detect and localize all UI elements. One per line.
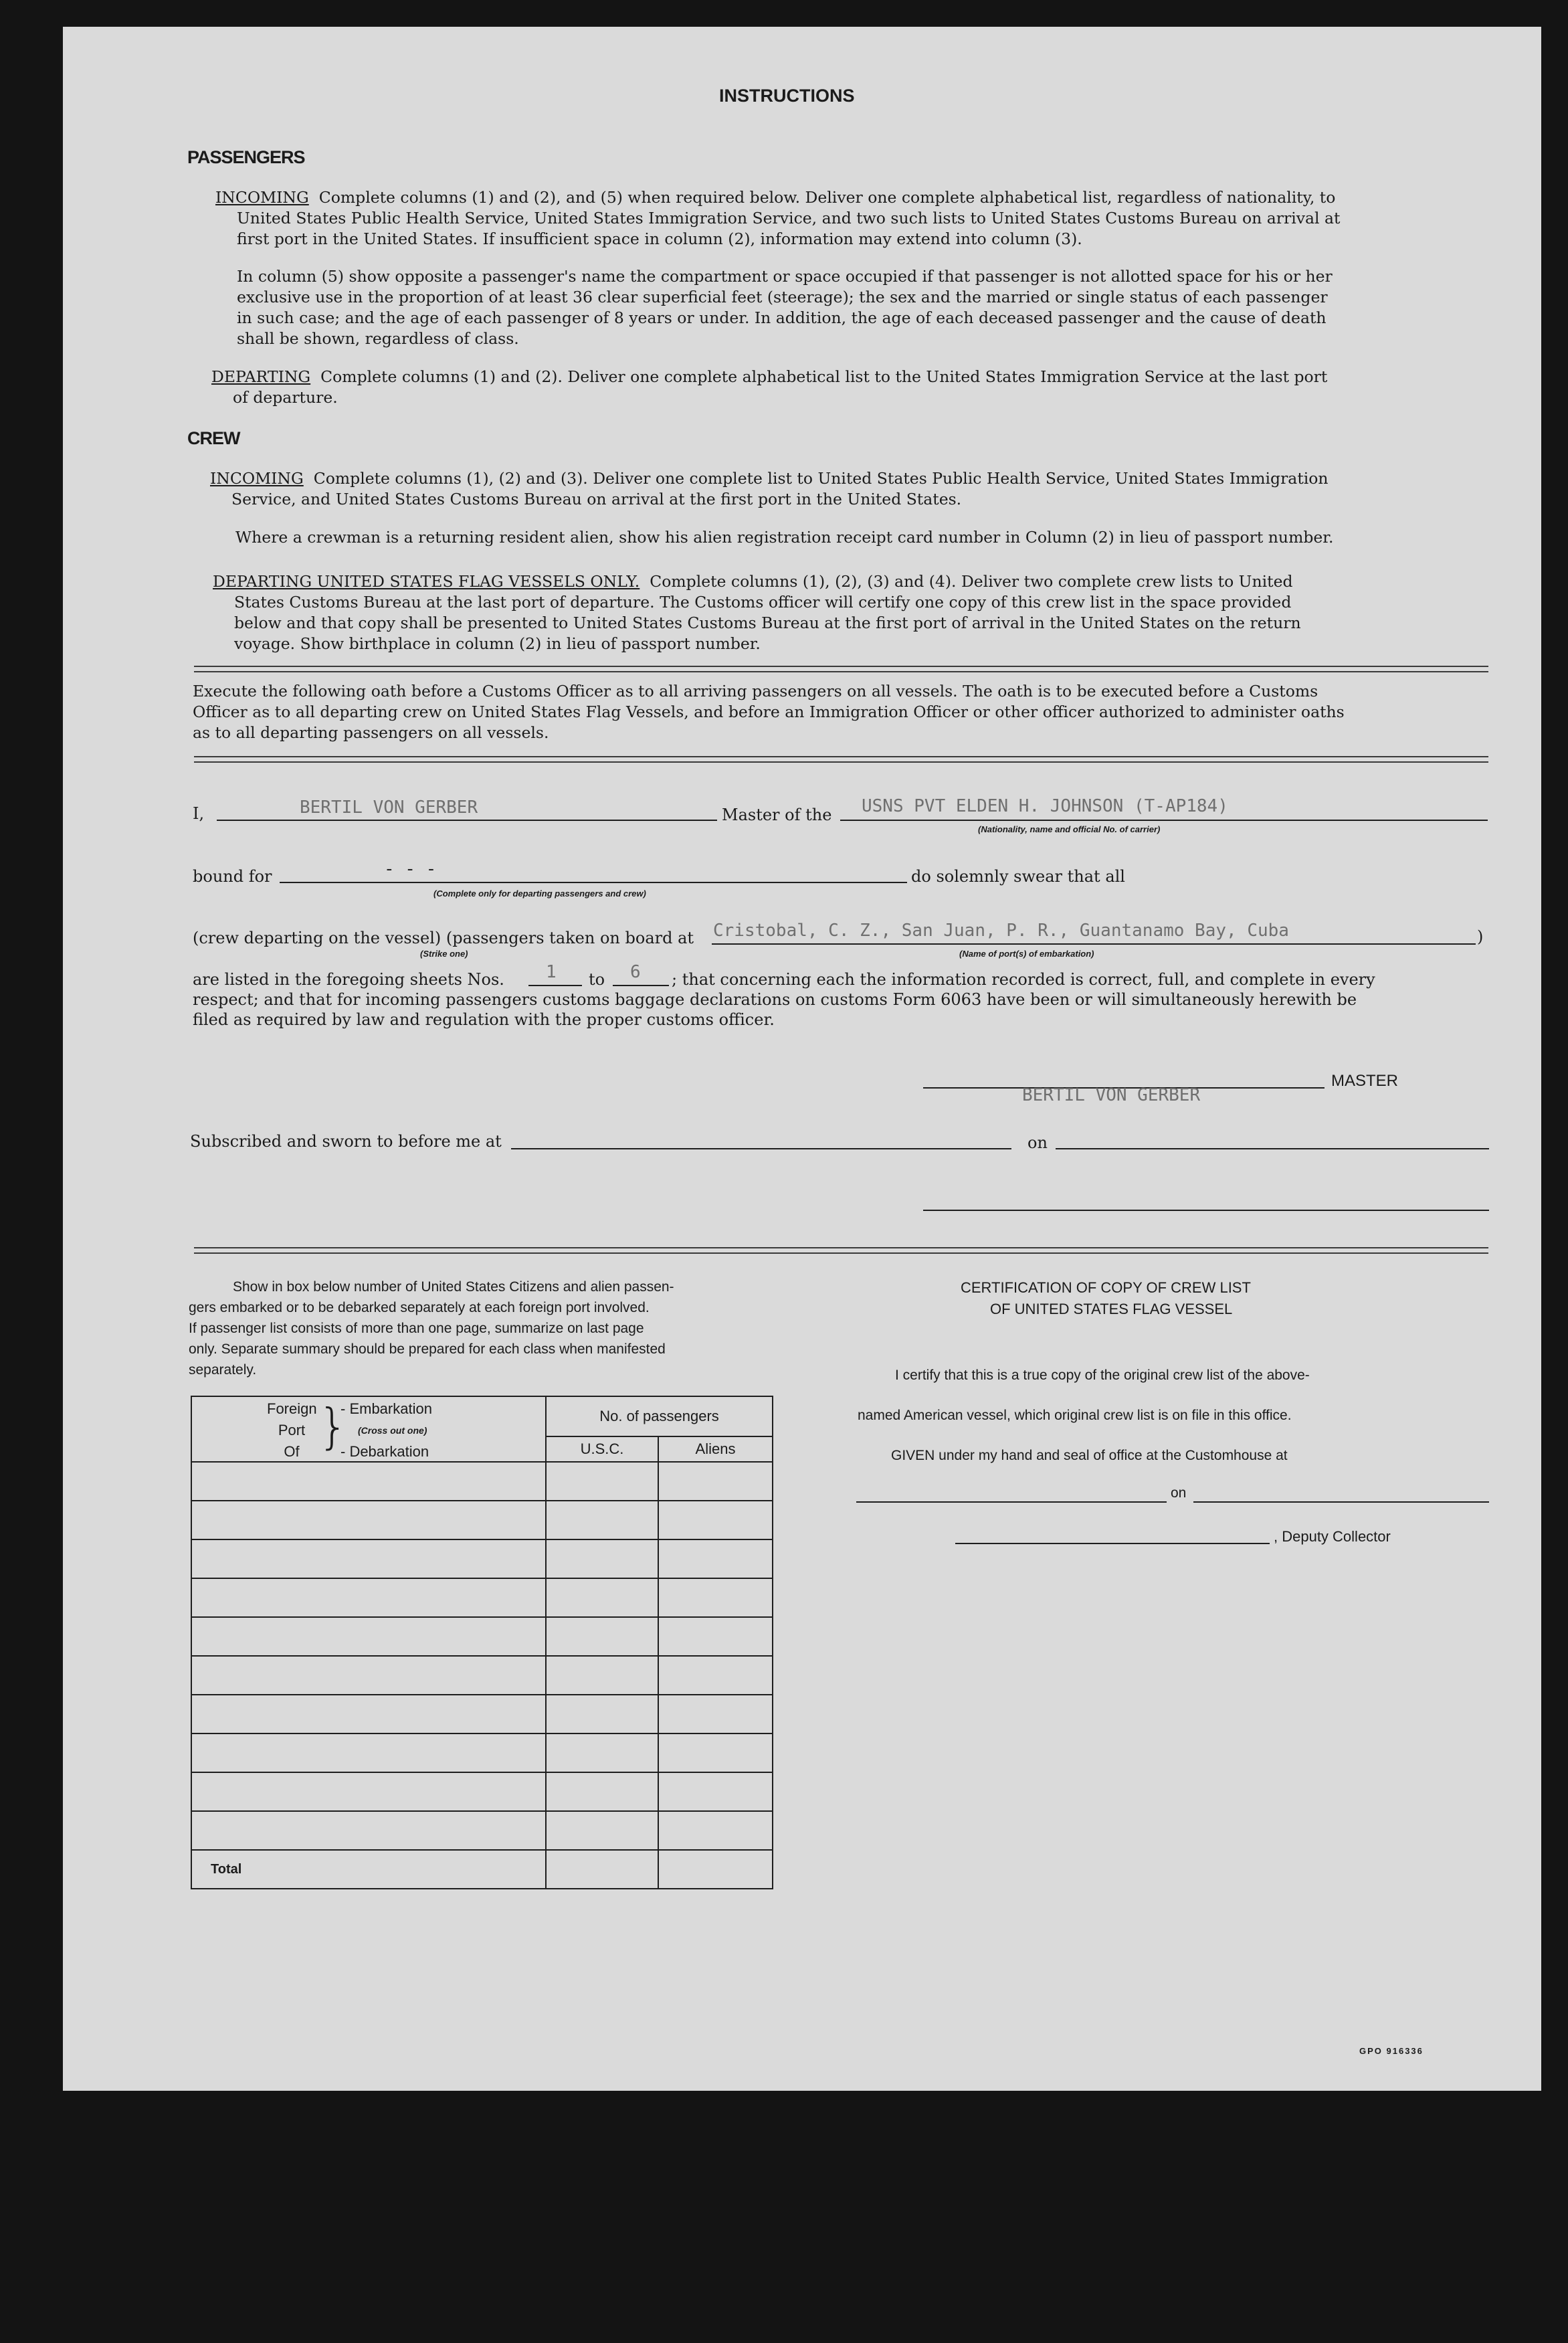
table-row[interactable] [191, 1578, 773, 1617]
vessel-caption: (Nationality, name and official No. of carrier) [978, 824, 1161, 834]
column5-text: exclusive use in the proportion of at least 36 clear superficial feet (steerage); the sex and the married or single status of each passenger [237, 288, 1328, 306]
ports-field[interactable] [712, 943, 1476, 945]
port-header-cell [191, 1396, 546, 1462]
aliens-cell[interactable] [658, 1656, 773, 1695]
master-signature-value: BERTIL VON GERBER [1022, 1085, 1201, 1105]
certification-title-1: CERTIFICATION OF COPY OF CREW LIST [961, 1279, 1251, 1296]
column5-text: in such case; and the age of each passenger of 8 years or under. In addition, the age of each deceased passenger and the cause of death [237, 308, 1327, 327]
listed-rest: ; that concerning each the information recorded is correct, full, and complete in every [672, 970, 1375, 989]
bound-for-field[interactable] [280, 882, 907, 883]
oath-i-label: I, [193, 804, 205, 823]
bound-for-caption: (Complete only for departing passengers and crew) [433, 888, 646, 899]
form-sheet [63, 27, 1541, 2091]
crew-heading: CREW [187, 428, 240, 448]
deputy-signature-field[interactable] [955, 1543, 1270, 1544]
summary-note [189, 1277, 674, 1380]
column5-instructions [237, 266, 1333, 349]
certification-title-2: OF UNITED STATES FLAG VESSEL [990, 1301, 1233, 1317]
vessel-field[interactable] [840, 820, 1488, 821]
strike-caption: (Strike one) [420, 949, 468, 959]
vessel-value: USNS PVT ELDEN H. JOHNSON (T-AP184) [862, 796, 1228, 816]
section-divider [194, 756, 1488, 763]
listed-line3: filed as required by law and regulation with the proper customs officer. [193, 1010, 775, 1029]
port-cell[interactable] [191, 1695, 546, 1733]
usc-cell[interactable] [546, 1811, 658, 1850]
no-passengers-header: No. of passengers [546, 1396, 773, 1436]
passenger-summary-table [191, 1396, 773, 1889]
listed-label: are listed in the foregoing sheets Nos. [193, 970, 504, 989]
section-divider [194, 666, 1488, 672]
aliens-cell[interactable] [658, 1578, 773, 1617]
master-name-field[interactable] [217, 820, 717, 821]
departing-head: DEPARTING [211, 367, 311, 386]
deputy-collector-label: , Deputy Collector [1274, 1528, 1391, 1545]
certification-date-field[interactable] [1193, 1501, 1489, 1503]
table-row[interactable] [191, 1811, 773, 1850]
departing-flag-text: Complete columns (1), (2), (3) and (4). Deliver two complete crew lists to United [650, 572, 1293, 591]
port-cell[interactable] [191, 1617, 546, 1656]
foreign-label: Foreign [267, 1400, 317, 1417]
crew-departing-label: (crew departing on the vessel) (passengers taken on board at [193, 929, 694, 947]
port-cell[interactable] [191, 1462, 546, 1501]
bound-for-label: bound for [193, 867, 272, 886]
usc-header: U.S.C. [546, 1436, 658, 1462]
debarkation-option[interactable]: - Debarkation [340, 1443, 429, 1460]
departing-flag-text: States Customs Bureau at the last port of departure. The Customs officer will certify one copy of this crew list in the space provided [234, 593, 1292, 612]
cross-out-note: (Cross out one) [358, 1425, 427, 1436]
aliens-cell[interactable] [658, 1462, 773, 1501]
crewman-note: Where a crewman is a returning resident alien, show his alien registration receipt card number in Column (2) in lieu of passport number. [235, 528, 1334, 547]
departing-flag-text: below and that copy shall be presented to United States Customs Bureau at the first port of arrival in the United States on the return [234, 614, 1301, 632]
table-row[interactable] [191, 1656, 773, 1695]
gpo-number: GPO 916336 [1359, 2046, 1424, 2056]
table-row[interactable] [191, 1617, 773, 1656]
sworn-date-field[interactable] [1056, 1148, 1489, 1149]
table-row[interactable] [191, 1462, 773, 1501]
certification-line-1: I certify that this is a true copy of the original crew list of the above- [895, 1368, 1310, 1383]
incoming-text: United States Public Health Service, United States Immigration Service, and two such lists to United States Customs Bureau on arrival at [237, 209, 1341, 227]
sheet-to-value: 6 [630, 962, 641, 982]
total-row [191, 1850, 773, 1889]
departing-flag-text: voyage. Show birthplace in column (2) in lieu of passport number. [234, 634, 761, 653]
swear-label: do solemnly swear that all [911, 867, 1125, 886]
table-row[interactable] [191, 1501, 773, 1539]
crew-incoming-head: INCOMING [210, 469, 304, 488]
departing-text: of departure. [233, 388, 338, 407]
oath-intro-text: Officer as to all departing crew on United States Flag Vessels, and before an Immigration Officer or other officer authorized to administer oaths [193, 702, 1345, 721]
port-label: Port [278, 1422, 306, 1438]
aliens-header: Aliens [658, 1436, 773, 1462]
ports-value: Cristobal, C. Z., San Juan, P. R., Guantanamo Bay, Cuba [713, 921, 1289, 941]
certification-on-label: on [1171, 1485, 1187, 1501]
table-row[interactable] [191, 1733, 773, 1772]
customhouse-field[interactable] [856, 1501, 1167, 1503]
usc-cell[interactable] [546, 1578, 658, 1617]
total-usc-cell[interactable] [546, 1850, 658, 1889]
bound-for-value: - - - [384, 859, 437, 879]
summary-note-text: gers embarked or to be debarked separately at each foreign port involved. [189, 1300, 650, 1315]
sheet-from-value: 1 [546, 962, 557, 982]
usc-cell[interactable] [546, 1772, 658, 1811]
usc-cell[interactable] [546, 1501, 658, 1539]
table-row[interactable] [191, 1695, 773, 1733]
departing-flag-head: DEPARTING UNITED STATES FLAG VESSELS ONLY. [213, 572, 640, 591]
port-cell[interactable] [191, 1733, 546, 1772]
port-cell[interactable] [191, 1539, 546, 1578]
passengers-incoming [215, 187, 1340, 250]
aliens-cell[interactable] [658, 1617, 773, 1656]
port-cell[interactable] [191, 1501, 546, 1539]
usc-cell[interactable] [546, 1462, 658, 1501]
incoming-head: INCOMING [215, 188, 309, 207]
crew-incoming-text: Service, and United States Customs Bureau on arrival at the first port in the United States. [231, 490, 962, 508]
usc-cell[interactable] [546, 1539, 658, 1578]
section-divider [194, 1247, 1488, 1254]
oath-intro-text: Execute the following oath before a Customs Officer as to all arriving passengers on all vessels. The oath is to be executed before a Customs [193, 682, 1318, 700]
port-cell[interactable] [191, 1772, 546, 1811]
summary-note-text: If passenger list consists of more than one page, summarize on last page [189, 1321, 644, 1336]
officer-signature-field[interactable] [923, 1210, 1489, 1211]
sheet-to-field[interactable] [613, 985, 669, 986]
oath-intro-text: as to all departing passengers on all vessels. [193, 723, 549, 742]
aliens-cell[interactable] [658, 1733, 773, 1772]
crew-incoming [210, 468, 1329, 510]
sworn-on-label: on [1027, 1133, 1048, 1152]
usc-cell[interactable] [546, 1656, 658, 1695]
usc-cell[interactable] [546, 1617, 658, 1656]
sworn-place-field[interactable] [511, 1148, 1011, 1149]
aliens-cell[interactable] [658, 1501, 773, 1539]
crew-incoming-text: Complete columns (1), (2) and (3). Deliver one complete list to United States Public Health Service, United States Immigration [313, 469, 1329, 488]
table-row[interactable] [191, 1772, 773, 1811]
aliens-cell[interactable] [658, 1695, 773, 1733]
passengers-departing [211, 367, 1327, 408]
certification-line-3: GIVEN under my hand and seal of office at the Customhouse at [891, 1448, 1288, 1463]
certification-line-2: named American vessel, which original crew list is on file in this office. [858, 1408, 1292, 1423]
port-cell[interactable] [191, 1578, 546, 1617]
oath-intro [193, 681, 1345, 743]
embarkation-option[interactable]: - Embarkation [340, 1400, 432, 1417]
summary-note-text: separately. [189, 1362, 257, 1378]
passengers-heading: PASSENGERS [187, 147, 305, 167]
incoming-text: first port in the United States. If insufficient space in column (2), information may extend into column (3). [237, 229, 1082, 248]
ports-close: ) [1477, 927, 1484, 946]
aliens-cell[interactable] [658, 1811, 773, 1850]
listed-line2: respect; and that for incoming passengers customs baggage declarations on customs Form 6063 have been or will simultaneously herewith be [193, 990, 1357, 1009]
usc-cell[interactable] [546, 1695, 658, 1733]
brace-icon: } [318, 1398, 349, 1455]
master-of-label: Master of the [722, 806, 832, 824]
departing-flag-vessels [213, 571, 1301, 654]
summary-note-text: only. Separate summary should be prepared for each class when manifested [189, 1341, 666, 1357]
aliens-cell[interactable] [658, 1772, 773, 1811]
total-aliens-cell[interactable] [658, 1850, 773, 1889]
port-cell[interactable] [191, 1656, 546, 1695]
summary-note-text: Show in box below number of United States Citizens and alien passen- [233, 1279, 674, 1295]
of-label: Of [284, 1443, 300, 1460]
subscribed-label: Subscribed and sworn to before me at [190, 1132, 502, 1151]
instructions-title: INSTRUCTIONS [719, 86, 855, 106]
ports-caption: (Name of port(s) of embarkation) [959, 949, 1094, 959]
sheet-from-field[interactable] [528, 985, 582, 986]
column5-text: In column (5) show opposite a passenger's name the compartment or space occupied if that passenger is not allotted space for his or her [237, 267, 1333, 286]
aliens-cell[interactable] [658, 1539, 773, 1578]
departing-text: Complete columns (1) and (2). Deliver one complete alphabetical list to the United States Immigration Service at the last port [320, 367, 1328, 386]
table-row[interactable] [191, 1539, 773, 1578]
usc-cell[interactable] [546, 1733, 658, 1772]
master-label: MASTER [1331, 1072, 1399, 1090]
incoming-text: Complete columns (1) and (2), and (5) when required below. Deliver one complete alphabetical list, regardless of nationality, to [318, 188, 1336, 207]
port-cell[interactable] [191, 1811, 546, 1850]
table-header-row [191, 1396, 773, 1436]
column5-text: shall be shown, regardless of class. [237, 329, 519, 348]
total-label: Total [191, 1850, 546, 1889]
master-name-value: BERTIL VON GERBER [300, 798, 478, 818]
to-label: to [589, 970, 605, 989]
